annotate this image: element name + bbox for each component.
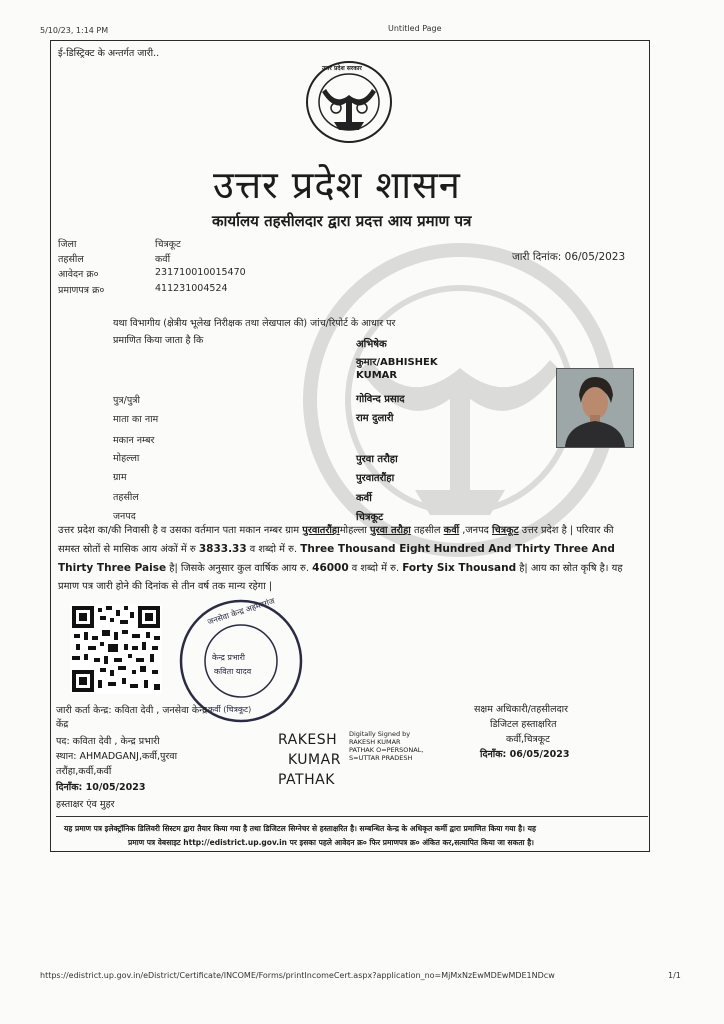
meta-value-certificate-no: 411231004524 bbox=[155, 283, 228, 294]
meta-label-application-no: आवेदन क्र० bbox=[58, 269, 99, 280]
print-page-count: 1/1 bbox=[668, 971, 681, 980]
officer-date: दिनाँक: 06/05/2023 bbox=[480, 749, 570, 760]
para-text-9: है| आय का स्रोत कृषि है। यह प्रमाण पत्र जारी होने की दिनांक से तीन वर्ष तक मान्य रहेगा | bbox=[58, 563, 623, 592]
field-value-tehsil: कर्वी bbox=[356, 493, 372, 504]
field-value-parent: गोविन्द प्रसाद bbox=[356, 394, 405, 405]
meta-value-tehsil: कर्वी bbox=[155, 254, 171, 265]
digitally-signed-label: डिजिटल हस्ताक्षरित bbox=[490, 719, 557, 730]
applicant-name-line-2: कुमार/ABHISHEK bbox=[356, 357, 438, 368]
meta-value-application-no: 231710010015470 bbox=[155, 267, 246, 278]
applicant-photo bbox=[556, 368, 634, 448]
para-village: पुरवातरौंहा bbox=[302, 525, 340, 536]
para-mohalla: पुरवा तरौहा bbox=[370, 525, 411, 536]
meta-label-tehsil: तहसील bbox=[58, 254, 84, 265]
issuer-center-line: जारी कर्ता केन्द्र: कविता देवी , जनसेवा केन्द्र bbox=[56, 705, 208, 716]
issuer-date: दिनाँक: 10/05/2023 bbox=[56, 782, 146, 793]
issue-date: जारी दिनांक: 06/05/2023 bbox=[512, 251, 626, 263]
seal-inner-text-2: कविता यादव bbox=[214, 667, 252, 676]
intro-line-2: प्रमाणित किया जाता है कि bbox=[113, 335, 204, 346]
footer-divider bbox=[56, 816, 648, 817]
seal-bottom-text: कर्वी (चित्रकूट) bbox=[208, 705, 252, 714]
print-url: https://edistrict.up.gov.in/eDistrict/Certificate/INCOME/Forms/printIncomeCert.aspx?application_no=MjMxNzEwMDEwMDE1NDcw bbox=[40, 971, 555, 980]
para-text-5: उत्तर प्रदेश है | परिवार की समस्त स्रोतों से मासिक आय अंकों में रु bbox=[58, 525, 614, 555]
digital-sign-detail-1: Digitally Signed by bbox=[349, 730, 411, 738]
print-page-title: Untitled Page bbox=[388, 24, 442, 33]
officer-location: कर्वी,चित्रकूट bbox=[506, 734, 550, 745]
intro-line-1: यथा विभागीय (क्षेत्रीय भूलेख निरीक्षक तथा लेखपाल की) जांच/रिपोर्ट के आधार पर bbox=[113, 318, 396, 329]
para-text-2: मोहल्ला bbox=[339, 525, 370, 536]
emblem-ring-text: उत्तर प्रदेश सरकार bbox=[322, 65, 362, 72]
para-text-8: व शब्दो में रु. bbox=[348, 563, 403, 574]
signer-name-line-3: PATHAK bbox=[278, 772, 335, 788]
para-text-4: ,जनपद bbox=[459, 525, 489, 536]
issuer-center-line-2: केंद्र bbox=[56, 719, 69, 730]
up-government-emblem-icon bbox=[304, 60, 394, 144]
field-value-mohalla: पुरवा तरौहा bbox=[356, 454, 398, 465]
para-district: चित्रकूट bbox=[492, 525, 519, 536]
income-statement-paragraph bbox=[58, 522, 638, 596]
digital-sign-detail-2: RAKESH KUMAR bbox=[349, 738, 401, 746]
para-annual-words: Forty Six Thousand bbox=[402, 562, 517, 574]
signer-name-line-2: KUMAR bbox=[288, 752, 341, 768]
applicant-name-line-3: KUMAR bbox=[356, 370, 398, 381]
applicant-name-line-1: अभिषेक bbox=[356, 339, 387, 350]
edistrict-note: ई-डिस्ट्रिक्ट के अन्तर्गत जारी.. bbox=[58, 48, 160, 59]
field-label-tehsil: तहसील bbox=[113, 492, 139, 503]
certificate-title: उत्तर प्रदेश शासन bbox=[213, 163, 461, 207]
seal-outer-text: जनसेवा केन्द्र अहमदगंज bbox=[206, 596, 276, 627]
para-text-6: व शब्दो में रु. bbox=[246, 544, 301, 555]
digital-sign-detail-3: PATHAK O=PERSONAL, bbox=[349, 746, 424, 754]
footer-note-line-2: प्रमाण पत्र वेबसाइट http://edistrict.up.gov.in पर इसका पहले आवेदन क्र० फिर प्रमाणपत्र क्र० अंकित कर,सत्यापित किया जा सकता है। bbox=[128, 838, 535, 847]
para-monthly-words: Three Thousand Eight Hundred And Thirty Three And Thirty Three Paise bbox=[58, 543, 615, 574]
para-tehsil: कर्वी bbox=[443, 525, 460, 536]
field-label-mother: माता का नाम bbox=[113, 414, 159, 425]
footer-note-line-1: यह प्रमाण पत्र इलेक्ट्रॉनिक डिलिवरी सिस्टम द्वारा तैयार किया गया है तथा डिजिटल सिग्नेचर से हस्ताक्षरित है। सम्बन्धित केन्द्र के अधिकृत कर्मी द्वारा प्रमाणित किया गया है। यह bbox=[64, 824, 536, 833]
field-label-house-no: मकान नम्बर bbox=[113, 435, 155, 446]
para-monthly-amount: 3833.33 bbox=[198, 543, 247, 555]
digital-sign-detail-4: S=UTTAR PRADESH bbox=[349, 754, 413, 762]
field-label-mohalla: मोहल्ला bbox=[113, 453, 140, 464]
field-label-district: जनपद bbox=[113, 511, 136, 522]
field-label-parent: पुत्र/पुत्री bbox=[113, 395, 140, 406]
competent-officer-title: सक्षम अधिकारी/तहसीलदार bbox=[474, 704, 568, 715]
para-text-7: है| जिसके अनुसार कुल वार्षिक आय रु. bbox=[166, 563, 313, 574]
person-photo-icon bbox=[557, 369, 633, 447]
meta-label-district: जिला bbox=[58, 239, 77, 250]
issuer-location: स्थान: AHMADGANJ,कर्वी,पुरवा bbox=[56, 751, 178, 762]
signer-name-line-1: RAKESH bbox=[278, 732, 338, 748]
field-label-village: ग्राम bbox=[113, 472, 127, 483]
qr-code-icon bbox=[70, 604, 162, 694]
field-value-village: पुरवातरौंहा bbox=[356, 473, 395, 484]
print-datetime: 5/10/23, 1:14 PM bbox=[40, 26, 109, 35]
issuer-post: पद: कविता देवी , केन्द्र प्रभारी bbox=[56, 736, 160, 747]
certificate-subtitle: कार्यालय तहसीलदार द्वारा प्रदत्त आय प्रमाण पत्र bbox=[212, 212, 472, 230]
para-text-3: तहसील bbox=[410, 525, 444, 536]
para-text-1: उत्तर प्रदेश का/की निवासी है व उसका वर्तमान पता मकान नम्बर ग्राम bbox=[58, 525, 303, 536]
issuer-location-2: तरौंहा,कर्वी,कर्वी bbox=[56, 766, 112, 777]
meta-value-district: चित्रकूट bbox=[155, 239, 181, 250]
field-value-mother: राम दुलारी bbox=[356, 413, 394, 424]
field-value-district: चित्रकूट bbox=[356, 512, 384, 523]
signature-and-seal-label: हस्ताक्षर एंव मुहर bbox=[56, 799, 115, 810]
para-annual-amount: 46000 bbox=[312, 562, 349, 574]
meta-label-certificate-no: प्रमाणपत्र क्र० bbox=[58, 285, 105, 296]
seal-inner-text-1: केन्द्र प्रभारी bbox=[212, 653, 245, 662]
